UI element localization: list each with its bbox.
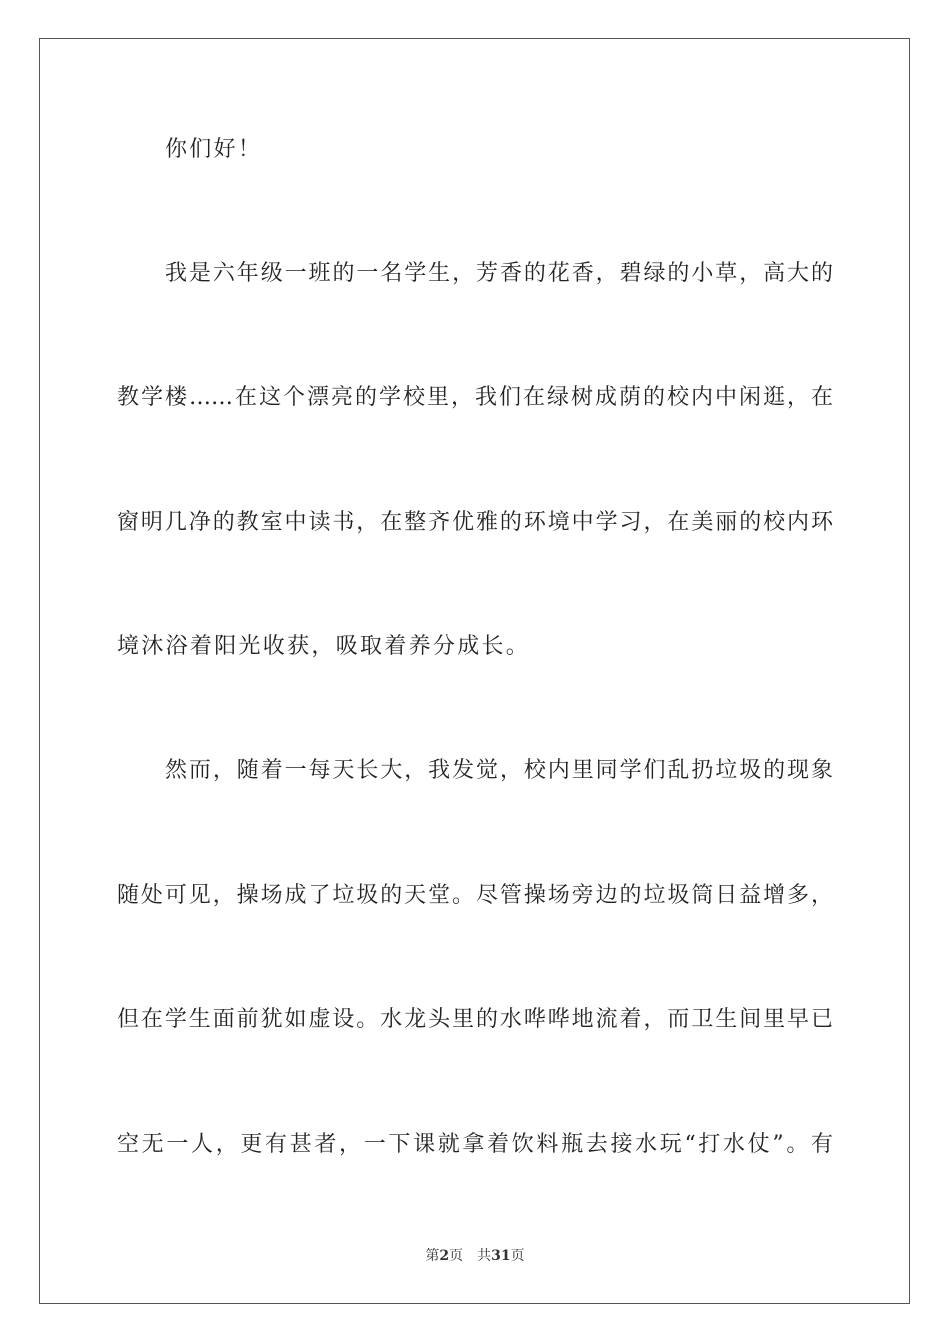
text-line: 境沐浴着阳光收获，吸取着养分成长。 <box>117 634 531 659</box>
text-line: 窗明几净的教室中读书，在整齐优雅的环境中学习，在美丽的校内环 <box>117 510 833 535</box>
text-line: 教学楼……在这个漂亮的学校里，我们在绿树成荫的校内中闲逛，在 <box>117 385 833 410</box>
text-line: 空无一人，更有甚者，一下课就拿着饮料瓶去接水玩“打水仗”。有 <box>117 1132 833 1157</box>
total-suffix: 页 <box>510 1248 525 1264</box>
page-footer <box>0 1247 950 1265</box>
text-line: 我是六年级一班的一名学生，芳香的花香，碧绿的小草，高大的 <box>165 261 833 286</box>
page-prefix: 第 <box>425 1248 440 1264</box>
total-pages: 31 <box>491 1248 511 1264</box>
total-prefix: 共 <box>477 1248 492 1264</box>
text-line: 但在学生面前犹如虚设。水龙头里的水哗哗地流着，而卫生间里早已 <box>117 1007 833 1032</box>
text-line-greeting: 你们好！ <box>165 137 263 162</box>
text-line: 随处可见，操场成了垃圾的天堂。尽管操场旁边的垃圾筒日益增多， <box>117 883 833 908</box>
page-suffix: 页 <box>449 1248 464 1264</box>
page-border <box>39 38 910 1304</box>
page-number: 2 <box>439 1248 450 1264</box>
text-line: 然而，随着一每天长大，我发觉，校内里同学们乱扔垃圾的现象 <box>165 758 833 783</box>
